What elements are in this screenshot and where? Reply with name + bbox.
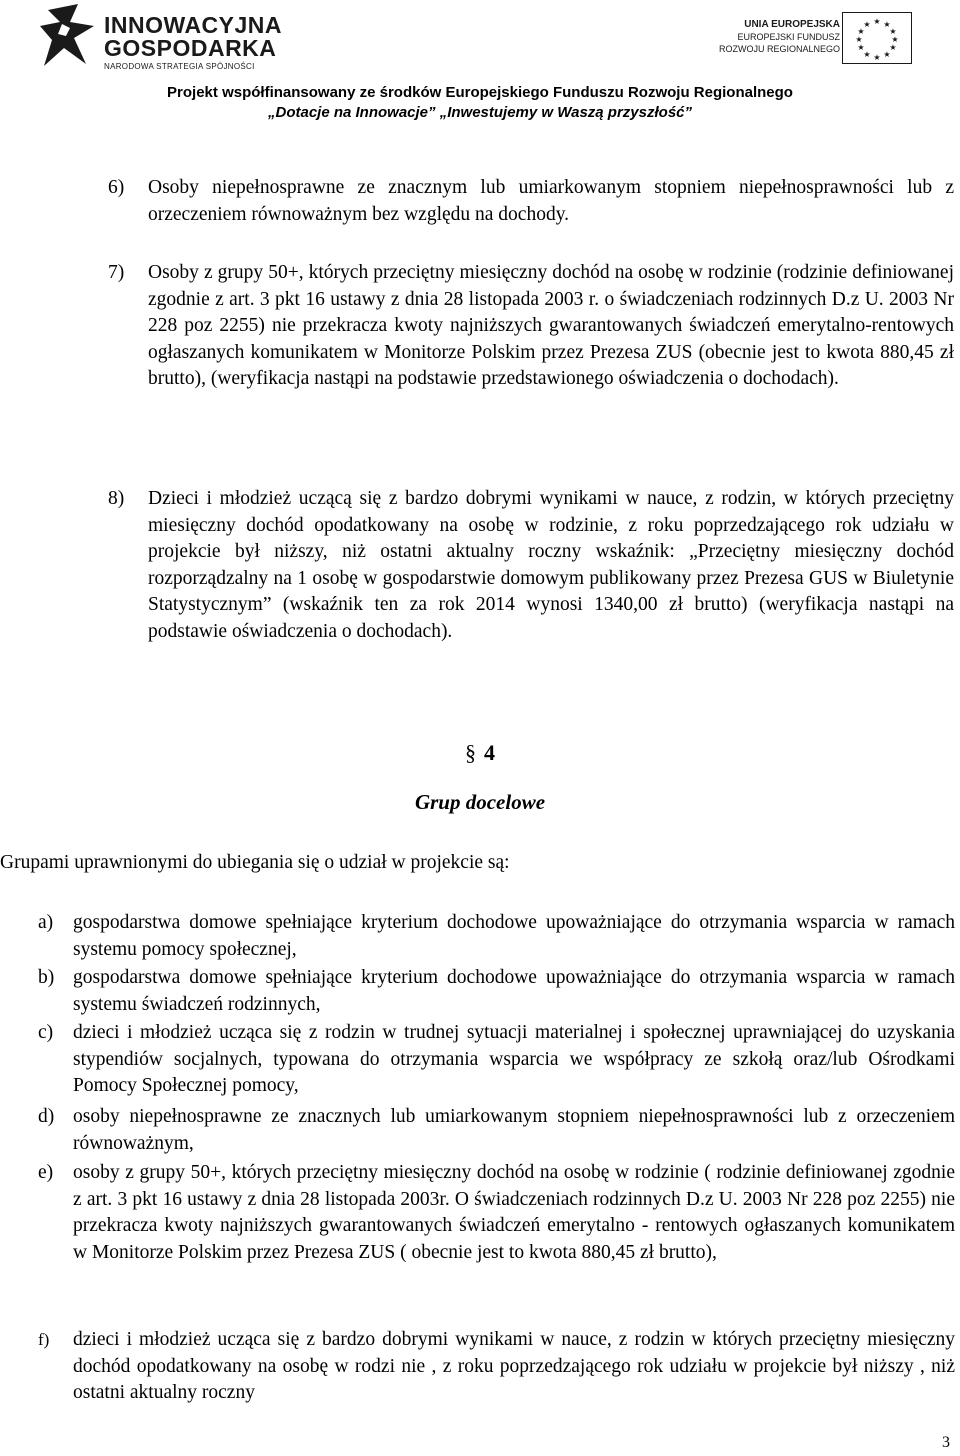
list-item-c-text: dzieci i młodzież ucząca się z rodzin w trudnej sytuacji materialnej i społecznej uprawniającej do uzyskania stypendiów socjalnych, typowana do otrzymania wsparcia we współpracy ze szkołą oraz/lub Ośrodkami Pomocy Społecznej pomocy, bbox=[73, 1022, 955, 1096]
item-7-text: Osoby z grupy 50+, których przeciętny miesięczny dochód na osobę w rodzinie (rodzinie definiowanej zgodnie z art. 3 pkt 16 ustawy z dnia 28 listopada 2003 r. o świadczeniach rodzinnych D.z U. 2003 Nr 228 poz 2255) nie przekracza kwoty najniższych gwarantowanych świadczeń emerytalno-rentowych ogłaszanych komunikatem w Monitorze Polskim przez Prezesa ZUS (obecnie jest to kwota 880,45 zł brutto), (weryfikacja nastąpi na podstawie przedstawionego oświadczenia o dochodach). bbox=[148, 262, 954, 389]
list-item-e-text: osoby z grupy 50+, których przeciętny miesięczny dochód na osobę w rodzinie ( rodzinie definiowanej zgodnie z art. 3 pkt 16 ustawy z dnia 28 listopada 2003r. O świadczeniach rodzinnych D.z U. 2003 Nr 228 poz 2255) nie przekracza kwoty najniższych gwarantowanych świadczeń emerytalno - rentowych ogłaszanych komunikatem w Monitorze Polskim przez Prezesa ZUS ( obecnie jest to kwota 880,45 zł brutto), bbox=[73, 1162, 955, 1263]
page-header bbox=[0, 0, 960, 130]
eu-logo bbox=[700, 12, 920, 68]
list-item-f-text: dzieci i młodzież ucząca się z bardzo dobrymi wynikami w nauce, z rodzin w których przeciętny miesięczny dochód opodatkowany na osobę w rodzi nie , z roku poprzedzającego rok udziału w projekcie był niższy , niż ostatni aktualny roczny bbox=[73, 1329, 955, 1403]
section-intro: Grupami uprawnionymi do ubiegania się o udział w projekcie są: bbox=[0, 852, 510, 873]
svg-text:★: ★ bbox=[889, 43, 897, 52]
svg-text:★: ★ bbox=[889, 27, 897, 36]
item-8-text: Dzieci i młodzież uczącą się z bardzo dobrymi wynikami w nauce, z rodzin, w których przeciętny miesięczny dochód opodatkowany na osobę w rodzinie, z roku poprzedzającego rok udziału w projekcie był niższy, niż ostatni aktualny roczny wskaźnik: „Przeciętny miesięczny dochód rozporządzalny na 1 osobę w gospodarstwie domowym publikowany przez Prezesa GUS w Biuletynie Statystycznym” (wskaźnik ten za rok 2014 wynosi 1340,00 zł brutto) (weryfikacja nastąpi na podstawie oświadczenia o dochodach). bbox=[148, 488, 954, 642]
logo-right-line3: ROZWOJU REGIONALNEGO bbox=[718, 44, 840, 54]
list-item-b-letter: b) bbox=[38, 967, 55, 988]
section-symbol: § bbox=[465, 740, 476, 765]
logo-right-line2: EUROPEJSKI FUNDUSZ bbox=[737, 32, 840, 42]
list-item-d-text: osoby niepełnosprawne ze znacznych lub umiarkowanym stopniem niepełnosprawności lub z orzeczeniem równoważnym, bbox=[73, 1106, 955, 1154]
logo-right-line1: UNIA EUROPEJSKA bbox=[744, 19, 840, 30]
list-item-d-letter: d) bbox=[38, 1106, 55, 1127]
svg-text:★: ★ bbox=[873, 17, 881, 26]
svg-text:★: ★ bbox=[863, 50, 871, 59]
svg-text:★: ★ bbox=[873, 53, 881, 62]
star-burst-icon bbox=[40, 4, 96, 70]
item-7-number: 7) bbox=[108, 262, 125, 283]
svg-text:★: ★ bbox=[883, 20, 891, 29]
project-slogan-banner: „Dotacje na Innowacje” „Inwestujemy w Waszą przyszłość” bbox=[267, 104, 693, 121]
innowacyjna-gospodarka-logo bbox=[40, 4, 300, 70]
list-item-e-letter: e) bbox=[38, 1162, 54, 1183]
svg-text:★: ★ bbox=[883, 50, 891, 59]
svg-text:★: ★ bbox=[891, 35, 899, 44]
logo-left-line2: GOSPODARKA bbox=[104, 35, 277, 61]
section-title: Grup docelowe bbox=[414, 790, 546, 814]
list-item-b-text: gospodarstwa domowe spełniające kryterium dochodowe upoważniające do otrzymania wsparcia w ramach systemu świadczeń rodzinnych, bbox=[73, 967, 955, 1015]
logo-left-line3: NARODOWA STRATEGIA SPÓJNOŚCI bbox=[104, 62, 255, 71]
eu-flag-icon bbox=[842, 12, 912, 64]
logo-left-line1: INNOWACYJNA bbox=[104, 12, 283, 38]
project-cofinancing-banner: Projekt współfinansowany ze środków Europejskiego Funduszu Rozwoju Regionalnego bbox=[167, 84, 793, 101]
item-6-number: 6) bbox=[108, 177, 125, 198]
item-6-text: Osoby niepełnosprawne ze znacznym lub umiarkowanym stopniem niepełnosprawności lub z orzeczeniem równoważnym bez względu na dochody. bbox=[148, 177, 954, 225]
svg-text:★: ★ bbox=[855, 35, 863, 44]
section-number-value: 4 bbox=[484, 740, 495, 765]
list-item-c-letter: c) bbox=[38, 1022, 54, 1043]
svg-text:★: ★ bbox=[863, 20, 871, 29]
list-item-f-letter: f) bbox=[38, 1330, 50, 1349]
list-item-a-letter: a) bbox=[38, 912, 54, 933]
section-number bbox=[0, 740, 960, 766]
page-number: 3 bbox=[942, 1434, 950, 1451]
list-item-a-text: gospodarstwa domowe spełniające kryterium dochodowe upoważniające do otrzymania wsparcia w ramach systemu pomocy społecznej, bbox=[73, 912, 955, 960]
svg-text:★: ★ bbox=[857, 43, 865, 52]
item-8-number: 8) bbox=[108, 488, 125, 509]
svg-text:★: ★ bbox=[857, 27, 865, 36]
